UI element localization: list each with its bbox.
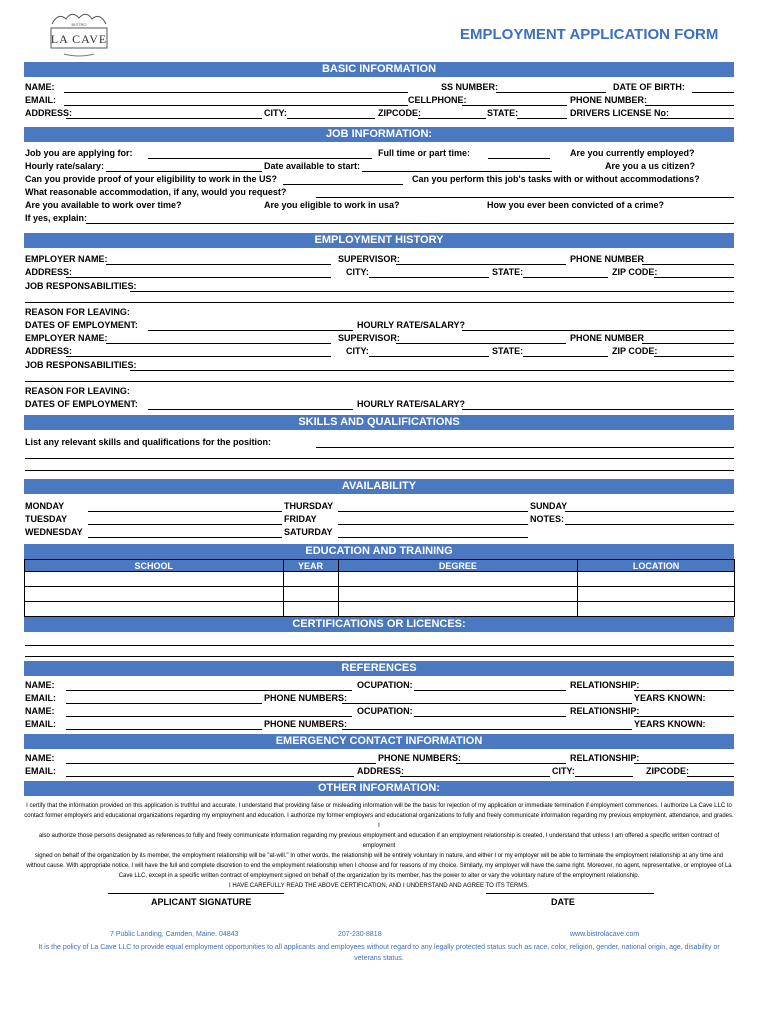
city-field[interactable] [287,118,375,119]
supervisor-field-2[interactable] [396,343,566,344]
supervisor-label: SUPERVISOR: [338,254,400,264]
ref2-phones-field[interactable] [342,729,632,730]
sunday-label: SUNDAY [530,501,568,511]
table-cell[interactable] [283,572,338,587]
section-employment-history: EMPLOYMENT HISTORY [24,233,734,248]
employer-name-label: EMPLOYER NAME: [25,254,108,264]
table-cell[interactable] [338,602,578,617]
accommodation-field[interactable] [316,197,734,198]
employer-city-field[interactable] [369,277,489,278]
equal-opportunity-policy-cont: veterans status. [354,955,404,962]
employer-state-label-2: STATE: [492,346,524,356]
friday-label: FRIDAY [284,514,317,524]
ref1-name-label: NAME: [25,680,55,690]
ref1-occupation-label: OCUPATION: [357,680,413,690]
col-location: LOCATION [578,560,735,572]
ref1-relationship-label: RELATIONSHIP: [570,680,640,690]
dates-employment-field[interactable] [148,330,353,331]
monday-field[interactable] [88,511,282,512]
svg-text:BISTRO: BISTRO [71,22,87,27]
dates-employment-field-2[interactable] [148,409,353,410]
ref2-email-field[interactable] [66,729,262,730]
tuesday-label: TUESDAY [25,514,68,524]
table-row [25,602,735,617]
emergency-address-field[interactable] [400,776,550,777]
ref2-name-field[interactable] [66,716,352,717]
date-field[interactable] [486,893,654,894]
supervisor-label-2: SUPERVISOR: [338,333,400,343]
section-other-information: OTHER INFORMATION: [24,781,734,796]
job-responsibilities-line-2[interactable] [25,302,734,303]
hourly-salary-label-2: HOURLY RATE/SALARY? [357,399,466,409]
employer-address-field[interactable] [66,277,331,278]
employer-name-field-2[interactable] [106,343,331,344]
job-responsibilities-field-2[interactable] [130,370,734,371]
section-skills: SKILLS AND QUALIFICATIONS [24,415,734,430]
dates-employment-label-2: DATES OF EMPLOYMENT: [25,399,138,409]
col-school: SCHOOL [25,560,284,572]
job-responsibilities-label: JOB RESPONSABILITIES: [25,281,137,291]
city-label: CITY: [264,108,287,118]
zipcode-label: ZIPCODE: [378,108,422,118]
employer-address-label: ADDRESS: [25,267,73,277]
ref2-occupation-field[interactable] [414,716,566,717]
drivers-license-field[interactable] [660,118,734,119]
hourly-salary-field-2[interactable] [462,409,734,410]
ref2-email-label: EMAIL: [25,719,56,729]
table-cell[interactable] [578,587,735,602]
hourly-rate-field[interactable] [106,171,262,172]
table-cell[interactable] [578,572,735,587]
employer-zip-label-2: ZIP CODE: [612,346,658,356]
supervisor-field[interactable] [396,264,566,265]
employer-zip-label: ZIP CODE: [612,267,658,277]
employer-phone-field[interactable] [642,264,734,265]
us-citizen-label: Are you a us citizen? [605,161,696,171]
certification-statement [24,801,734,891]
table-row [25,587,735,602]
date-label: DATE [551,897,575,907]
table-cell[interactable] [283,587,338,602]
friday-field[interactable] [338,524,528,525]
ref1-occupation-field[interactable] [414,690,566,691]
dob-field[interactable] [692,92,734,93]
hourly-salary-label: HOURLY RATE/SALARY? [357,320,466,330]
certification-line: Cave LLC, except in a specific written contract of employment signed on behalf of the organization by its member, has the power to alter or vary the voluntary nature of the employment relationship. [118,873,640,879]
cellphone-field[interactable] [462,105,567,106]
emergency-zip-field[interactable] [687,776,734,777]
table-cell[interactable] [25,602,284,617]
employer-state-field-2[interactable] [523,356,608,357]
employer-zip-field[interactable] [654,277,734,278]
section-basic-information: BASIC INFORMATION [24,62,734,77]
ref2-phones-label: PHONE NUMBERS: [264,719,348,729]
wednesday-label: WEDNESDAY [25,527,83,537]
table-cell[interactable] [338,572,578,587]
job-responsibilities-field[interactable] [130,291,734,292]
ref1-email-field[interactable] [66,703,262,704]
proof-eligibility-field[interactable] [283,184,403,185]
employer-state-label: STATE: [492,267,524,277]
fulltime-label: Full time or part time: [378,148,471,158]
cellphone-label: CELLPHONE: [408,95,467,105]
dob-label: DATE OF BIRTH: [613,82,685,92]
emergency-phones-field[interactable] [456,763,566,764]
footer-phone: 207-230-8818 [338,931,382,938]
state-field[interactable] [517,118,567,119]
table-cell[interactable] [283,602,338,617]
ref2-relationship-label: RELATIONSHIP: [570,706,640,716]
emergency-city-label: CITY: [552,766,575,776]
ref1-phones-field[interactable] [342,703,632,704]
skills-list-label: List any relevant skills and qualifications for the position: [25,437,272,447]
email-label: EMAIL: [25,95,56,105]
employer-name-field[interactable] [106,264,331,265]
section-certifications: CERTIFICATIONS OR LICENCES: [24,617,734,632]
sunday-field[interactable] [565,511,734,512]
ref1-relationship-field[interactable] [634,690,734,691]
equal-opportunity-policy: It is the policy of La Cave LLC to provide equal employment opportunities to all applicants and employees without regard to any legally protected status such as race, color, religion, gender, national origin, age, disability or [38,944,720,951]
emergency-name-field[interactable] [66,763,376,764]
skills-field[interactable] [316,447,734,448]
certification-line: without cause. With appropriate notice, I will have the full and complete discretion to end the employment relationship when I choose and for reasons of my choice. Similarly, my employer will have the same right. Moreover, no agent, representative, or employee of La [26,863,732,869]
job-responsibilities-line-2b[interactable] [25,381,734,382]
reason-leaving-label-2: REASON FOR LEAVING: [25,386,130,396]
notes-label: NOTES: [530,514,565,524]
employer-address-field-2[interactable] [66,356,331,357]
ref2-years-label: YEARS KNOWN: [634,719,706,729]
drivers-license-label: DRIVERS LICENSE No: [570,108,670,118]
ref2-relationship-field[interactable] [634,716,734,717]
ref1-email-label: EMAIL: [25,693,56,703]
emergency-city-field[interactable] [575,776,633,777]
employer-city-label: CITY: [346,267,369,277]
la-cave-logo [46,10,112,62]
footer-website[interactable]: www.bistrolacave.com [570,931,640,938]
employer-phone-label: PHONE NUMBER [570,254,645,264]
phone-number-field[interactable] [645,105,734,106]
currently-employed-label: Are you currently employed? [570,148,695,158]
address-label: ADDRESS: [25,108,73,118]
perform-tasks-label: Can you perform this job's tasks with or without accommodations? [412,174,700,184]
table-cell[interactable] [578,602,735,617]
thursday-label: THURSDAY [284,501,334,511]
ref2-occupation-label: OCUPATION: [357,706,413,716]
certification-line: also authorize those persons designated as references to fully and freely communicate information regarding my previous employment and education if an employment relationship is created, I understand that unless I am offered a specific written contract of employment [38,833,720,849]
emergency-phones-label: PHONE NUMBERS: [378,753,462,763]
certification-line: signed on behalf of the organization by its member, the employment relationship will be "at-will." In other words, the relationship will be entirely voluntary in nature, and either I or my employer will be able to terminate the employment relationship at any time and [34,853,724,859]
certification-line: contact former employers and educational organizations regarding my employment and education. I authorize my former employers and educational organizations to fully and freely communicate information regarding my previous employment, attendance, and grades. I [24,813,734,829]
wednesday-field[interactable] [88,537,282,538]
ref1-phones-label: PHONE NUMBERS: [264,693,348,703]
saturday-field[interactable] [338,537,528,538]
eligible-usa-label: Are you eligible to work in usa? [264,200,400,210]
name-label: NAME: [25,82,55,92]
col-degree: DEGREE [338,560,578,572]
hourly-rate-label: Hourly rate/salary: [25,161,105,171]
thursday-field[interactable] [338,511,528,512]
proof-eligibility-label: Can you provide proof of your eligibility to work in the US? [25,174,278,184]
employer-phone-field-2[interactable] [642,343,734,344]
emergency-email-label: EMAIL: [25,766,56,776]
certification-line: I certify that the information provided on this application is truthful and accurate. I understand that providing false or misleading information will be the basis for rejection of my application or immediate termination if employment commences. I authorize La Cave LLC to [26,803,732,809]
table-row [25,572,735,587]
email-field[interactable] [64,105,408,106]
tuesday-field[interactable] [88,524,282,525]
notes-field[interactable] [565,524,734,525]
name-field[interactable] [64,92,408,93]
emergency-relationship-field[interactable] [634,763,734,764]
svg-text:LA CAVE: LA CAVE [50,32,108,46]
state-label: STATE: [487,108,519,118]
hourly-salary-field[interactable] [462,330,734,331]
ref1-years-label: YEARS KNOWN: [634,693,706,703]
explain-field[interactable] [86,223,734,224]
zipcode-field[interactable] [418,118,486,119]
col-year: YEAR [283,560,338,572]
reason-leaving-label: REASON FOR LEAVING: [25,307,130,317]
convicted-label: How you ever been convicted of a crime? [487,200,665,210]
employer-city-field-2[interactable] [369,356,489,357]
ss-number-field[interactable] [496,92,606,93]
ref1-name-field[interactable] [66,690,352,691]
section-job-information: JOB INFORMATION: [24,127,734,142]
date-available-field[interactable] [362,171,552,172]
ref2-name-label: NAME: [25,706,55,716]
skills-line-2[interactable] [25,458,734,459]
employer-city-label-2: CITY: [346,346,369,356]
applicant-signature-field[interactable] [108,893,284,894]
emergency-address-label: ADDRESS: [357,766,405,776]
fulltime-field[interactable] [488,158,550,159]
certifications-line-1[interactable] [25,645,734,646]
skills-line-3[interactable] [25,470,734,471]
phone-number-label: PHONE NUMBER: [570,95,648,105]
certifications-line-2[interactable] [25,656,734,657]
emergency-zip-label: ZIPCODE: [646,766,690,776]
address-field[interactable] [66,118,262,119]
employer-address-label-2: ADDRESS: [25,346,73,356]
footer-address: 7 Public Landing, Camden, Maine. 04843 [110,931,239,938]
table-cell[interactable] [338,587,578,602]
employer-name-label-2: EMPLOYER NAME: [25,333,108,343]
dates-employment-label: DATES OF EMPLOYMENT: [25,320,138,330]
saturday-label: SATURDAY [284,527,333,537]
table-cell[interactable] [25,587,284,602]
job-applying-field[interactable] [148,158,372,159]
accommodation-label: What reasonable accommodation, if any, would you request? [25,187,287,197]
employer-zip-field-2[interactable] [654,356,734,357]
section-references: REFERENCES [24,661,734,676]
education-table [24,559,735,617]
monday-label: MONDAY [25,501,65,511]
explain-label: If yes, explain: [25,213,88,223]
job-applying-label: Job you are applying for: [25,148,133,158]
emergency-email-field[interactable] [66,776,354,777]
table-cell[interactable] [25,572,284,587]
certification-agreement: I HAVE CAREFULLY READ THE ABOVE CERTIFICATION, AND I UNDERSTAND AND AGREE TO ITS TERMS. [229,883,529,889]
employer-state-field[interactable] [523,277,608,278]
job-responsibilities-label-2: JOB RESPONSABILITIES: [25,360,137,370]
date-available-label: Date available to start: [264,161,361,171]
section-availability: AVAILABILITY [24,479,734,494]
form-title: EMPLOYMENT APPLICATION FORM [460,26,719,43]
emergency-name-label: NAME: [25,753,55,763]
emergency-relationship-label: RELATIONSHIP: [570,753,640,763]
overtime-label: Are you available to work over time? [25,200,182,210]
section-education: EDUCATION AND TRAINING [24,544,734,559]
employer-phone-label-2: PHONE NUMBER [570,333,645,343]
applicant-signature-label: APLICANT SIGNATURE [151,897,252,907]
section-emergency-contact: EMERGENCY CONTACT INFORMATION [24,734,734,749]
ss-number-label: SS NUMBER: [441,82,499,92]
